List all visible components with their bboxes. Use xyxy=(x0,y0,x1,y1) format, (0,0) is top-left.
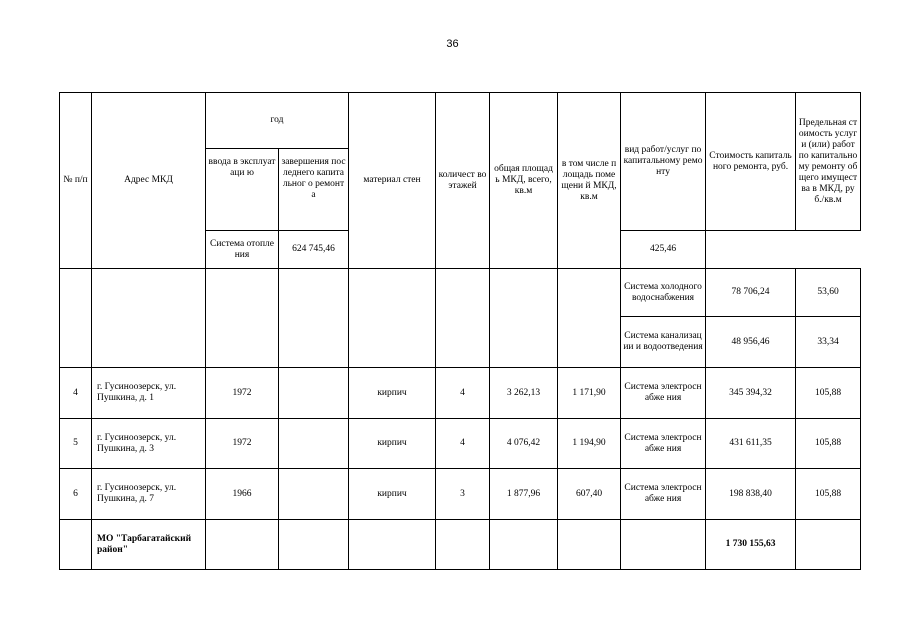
total-cost: 1 730 155,63 xyxy=(706,520,796,570)
repair-table xyxy=(59,92,861,570)
row-floors: 4 xyxy=(436,368,490,419)
empty-cell xyxy=(558,520,621,570)
row-repair-year xyxy=(279,368,349,419)
row-material: кирпич xyxy=(349,419,436,469)
row-work-type: Система электроснабже ния xyxy=(621,469,706,520)
row-address: г. Гусиноозерск, ул. Пушкина, д. 7 xyxy=(92,469,206,520)
header-total-area: общая площадь МКД, всего, кв.м xyxy=(490,93,558,269)
row-material: кирпич xyxy=(349,368,436,419)
row-max-cost: 105,88 xyxy=(796,368,861,419)
empty-cell xyxy=(621,520,706,570)
table-row xyxy=(60,368,861,419)
row-total-area: 4 076,42 xyxy=(490,419,558,469)
row-cost: 345 394,32 xyxy=(706,368,796,419)
row-floors: 4 xyxy=(436,419,490,469)
row-total-area: 1 877,96 xyxy=(490,469,558,520)
work-type-cell: Система отопления xyxy=(206,231,279,269)
row-cost: 198 838,40 xyxy=(706,469,796,520)
table-row xyxy=(60,469,861,520)
row-premises-area: 1 194,90 xyxy=(558,419,621,469)
empty-cell xyxy=(490,269,558,368)
header-year-commission: ввода в эксплуатаци ю xyxy=(206,149,279,231)
header-num: № п/п xyxy=(60,93,92,269)
row-max-cost: 105,88 xyxy=(796,469,861,520)
cost-cell: 624 745,46 xyxy=(279,231,349,269)
header-floors: количест во этажей xyxy=(436,93,490,269)
header-address: Адрес МКД xyxy=(92,93,206,269)
row-num: 5 xyxy=(60,419,92,469)
empty-cell xyxy=(60,269,92,368)
empty-cell xyxy=(206,520,279,570)
row-work-type: Система электроснабже ния xyxy=(621,419,706,469)
empty-cell xyxy=(206,269,279,368)
empty-cell xyxy=(60,520,92,570)
empty-cell xyxy=(92,269,206,368)
work-type-cell: Система канализации и водоотведения xyxy=(621,317,706,368)
row-num: 6 xyxy=(60,469,92,520)
header-premises-area: в том числе площадь помещени й МКД, кв.м xyxy=(558,93,621,269)
row-year: 1966 xyxy=(206,469,279,520)
row-floors: 3 xyxy=(436,469,490,520)
row-max-cost: 105,88 xyxy=(796,419,861,469)
empty-cell xyxy=(279,269,349,368)
row-material: кирпич xyxy=(349,469,436,520)
header-year: год xyxy=(206,93,349,149)
max-cost-cell: 425,46 xyxy=(621,231,706,269)
empty-cell xyxy=(436,520,490,570)
row-year: 1972 xyxy=(206,419,279,469)
empty-cell xyxy=(558,269,621,368)
empty-cell xyxy=(349,520,436,570)
row-total-area: 3 262,13 xyxy=(490,368,558,419)
row-repair-year xyxy=(279,419,349,469)
row-premises-area: 607,40 xyxy=(558,469,621,520)
row-cost: 431 611,35 xyxy=(706,419,796,469)
header-wall-material: материал стен xyxy=(349,93,436,269)
cost-cell: 78 706,24 xyxy=(706,269,796,317)
row-address: г. Гусиноозерск, ул. Пушкина, д. 1 xyxy=(92,368,206,419)
header-max-cost: Предельная стоимость услуг и (или) работ по капитально му ремонту общего имущества в МКД, руб./кв.м xyxy=(796,93,861,231)
empty-cell xyxy=(279,520,349,570)
max-cost-cell: 33,34 xyxy=(796,317,861,368)
empty-cell xyxy=(490,520,558,570)
header-cost: Стоимость капитального ремонта, руб. xyxy=(706,93,796,231)
work-type-cell: Система холодного водоснабжения xyxy=(621,269,706,317)
header-year-repair: завершения последнего капитальног о ремонта xyxy=(279,149,349,231)
row-premises-area: 1 171,90 xyxy=(558,368,621,419)
page-number: 36 xyxy=(446,38,459,50)
row-repair-year xyxy=(279,469,349,520)
total-row xyxy=(60,520,861,570)
header-row xyxy=(60,93,861,149)
row-address: г. Гусиноозерск, ул. Пушкина, д. 3 xyxy=(92,419,206,469)
table-row xyxy=(60,419,861,469)
header-work-type: вид работ/услуг по капитальному ремонту xyxy=(621,93,706,231)
cost-cell: 48 956,46 xyxy=(706,317,796,368)
max-cost-cell: 53,60 xyxy=(796,269,861,317)
continued-row xyxy=(60,269,861,317)
empty-cell xyxy=(796,520,861,570)
row-work-type: Система электроснабже ния xyxy=(621,368,706,419)
total-label: МО "Тарбагатайский район" xyxy=(92,520,206,570)
empty-cell xyxy=(436,269,490,368)
empty-cell xyxy=(349,269,436,368)
row-num: 4 xyxy=(60,368,92,419)
row-year: 1972 xyxy=(206,368,279,419)
